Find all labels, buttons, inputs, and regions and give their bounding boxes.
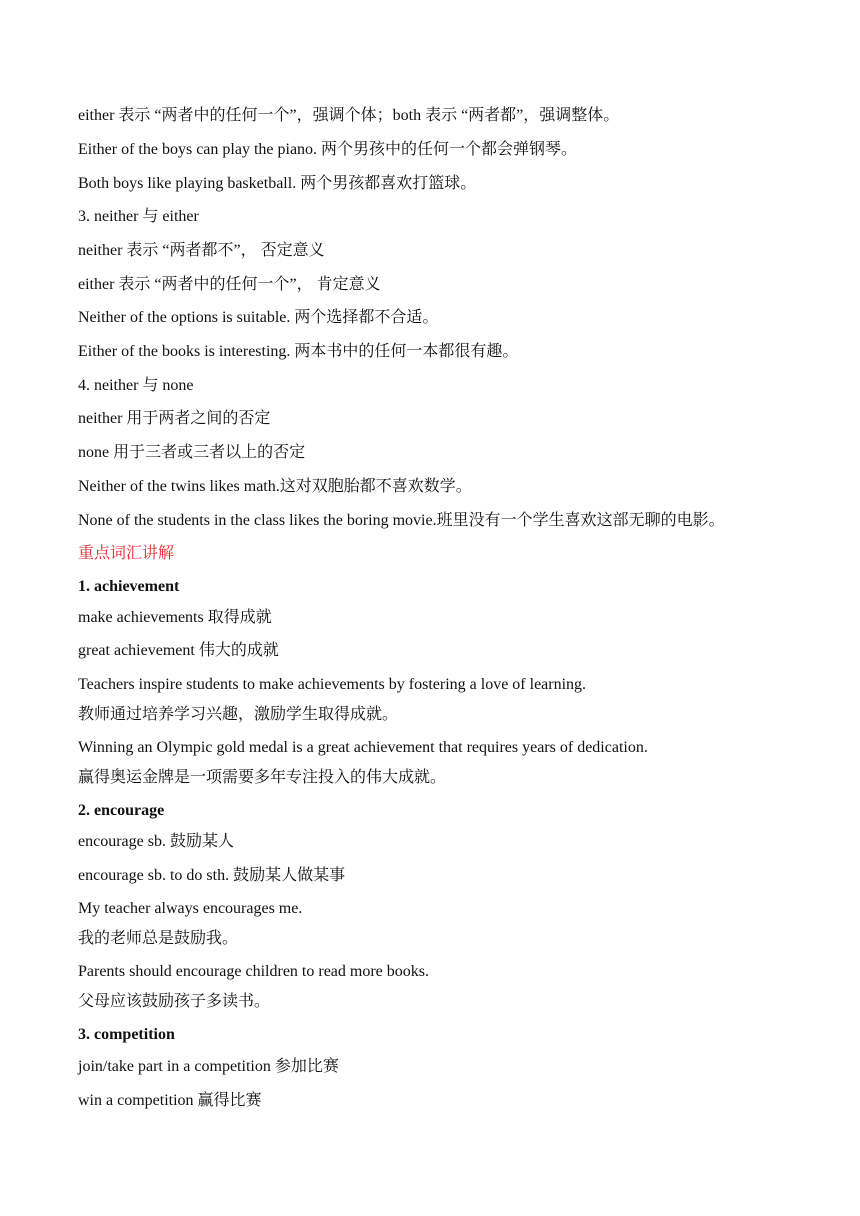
vocab-heading: 1. achievement [78, 578, 180, 595]
subsection-heading: 4. neither 与 none [78, 377, 194, 394]
phrase-line: encourage sb. 鼓励某人 [78, 833, 234, 850]
translation-line: 教师通过培养学习兴趣，激励学生取得成就。 [78, 706, 399, 723]
example-sentence: None of the students in the class likes the boring movie.班里没有一个学生喜欢这部无聊的电影。 [78, 512, 725, 529]
example-sentence: Both boys like playing basketball. 两个男孩都喜欢打篮球。 [78, 175, 477, 192]
phrase-line: encourage sb. to do sth. 鼓励某人做某事 [78, 867, 346, 884]
translation-line: 我的老师总是鼓励我。 [78, 930, 239, 947]
example-sentence: Parents should encourage children to read more books. [78, 963, 430, 980]
phrase-line: win a competition 赢得比赛 [78, 1092, 262, 1109]
example-sentence: My teacher always encourages me. [78, 900, 303, 917]
example-sentence: Winning an Olympic gold medal is a great achievement that requires years of dedication. [78, 739, 648, 756]
example-sentence: Either of the books is interesting. 两本书中的任何一本都很有趣。 [78, 343, 519, 360]
translation-line: 父母应该鼓励孩子多读书。 [78, 993, 271, 1010]
example-sentence: Either of the boys can play the piano. 两个男孩中的任何一个都会弹钢琴。 [78, 141, 578, 158]
example-sentence: Neither of the options is suitable. 两个选择都不合适。 [78, 309, 439, 326]
text-line: neither 用于两者之间的否定 [78, 410, 271, 427]
phrase-line: great achievement 伟大的成就 [78, 642, 279, 659]
text-line: either 表示 “两者中的任何一个”，强调个体；both 表示 “两者都”，强调整体。 [78, 107, 620, 124]
translation-line: 赢得奥运金牌是一项需要多年专注投入的伟大成就。 [78, 769, 447, 786]
text-line: either 表示 “两者中的任何一个”， 肯定意义 [78, 276, 381, 293]
text-line: none 用于三者或三者以上的否定 [78, 444, 306, 461]
example-sentence: Neither of the twins likes math.这对双胞胎都不喜欢数学。 [78, 478, 472, 495]
subsection-heading: 3. neither 与 either [78, 208, 199, 225]
phrase-line: make achievements 取得成就 [78, 609, 272, 626]
phrase-line: join/take part in a competition 参加比赛 [78, 1058, 339, 1075]
vocab-heading: 3. competition [78, 1026, 175, 1043]
example-sentence: Teachers inspire students to make achievements by fostering a love of learning. [78, 676, 587, 693]
section-heading: 重点词汇讲解 [78, 545, 175, 562]
vocab-heading: 2. encourage [78, 802, 165, 819]
text-line: neither 表示 “两者都不”， 否定意义 [78, 242, 325, 259]
